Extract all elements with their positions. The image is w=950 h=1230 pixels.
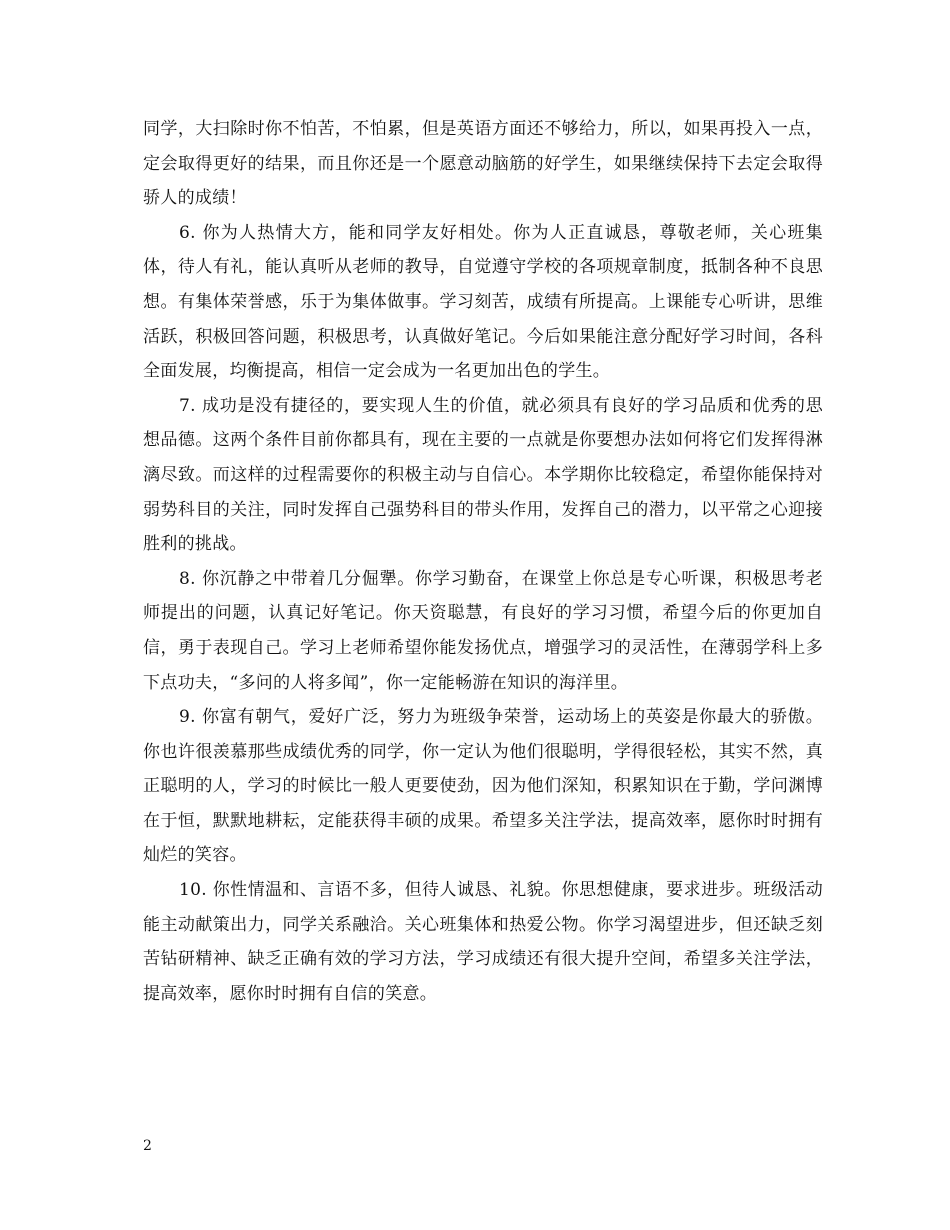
document-body: [143, 112, 823, 1011]
page-number: 2: [143, 1138, 152, 1154]
paragraph-item-8: 8. 你沉静之中带着几分倔犟。你学习勤奋，在课堂上你总是专心听课，积极思考老师提出的问题，认真记好笔记。你天资聪慧，有良好的学习习惯，希望今后的你更加自信，勇于表现自己。学习上老师希望你能发扬优点，增强学习的灵活性，在薄弱学科上多下点功夫，“多问的人将多闻”，你一定能畅游在知识的海洋里。: [143, 568, 823, 693]
paragraph-item-9: 9. 你富有朝气，爱好广泛，努力为班级争荣誉，运动场上的英姿是你最大的骄傲。你也许很羡慕那些成绩优秀的同学，你一定认为他们很聪明，学得很轻松，其实不然，真正聪明的人，学习的时候比一般人更要使劲，因为他们深知，积累知识在于勤，学问渊博在于恒，默默地耕耘，定能获得丰硕的成果。希望多关注学法，提高效率，愿你时时拥有灿烂的笑容。: [143, 707, 823, 866]
paragraph-item-10: 10. 你性情温和、言语不多，但待人诚恳、礼貌。你思想健康，要求进步。班级活动能主动献策出力，同学关系融洽。关心班集体和热爱公物。你学习渴望进步，但还缺乏刻苦钻研精神、缺乏正确有效的学习方法，学习成绩还有很大提升空间，希望多关注学法，提高效率，愿你时时拥有自信的笑意。: [143, 880, 823, 1004]
paragraph-continuation: 同学，大扫除时你不怕苦，不怕累，但是英语方面还不够给力，所以，如果再投入一点，定会取得更好的结果，而且你还是一个愿意动脑筋的好学生，如果继续保持下去定会取得骄人的成绩！: [143, 119, 823, 209]
paragraph-item-7: 7. 成功是没有捷径的，要实现人生的价值，就必须具有良好的学习品质和优秀的思想品德。这两个条件目前你都具有，现在主要的一点就是你要想办法如何将它们发挥得淋漓尽致。而这样的过程需要你的积极主动与自信心。本学期你比较稳定，希望你能保持对弱势科目的关注，同时发挥自己强势科目的带头作用，发挥自己的潜力，以平常之心迎接胜利的挑战。: [143, 395, 823, 555]
paragraph-item-6: 6. 你为人热情大方，能和同学友好相处。你为人正直诚恳，尊敬老师，关心班集体，待人有礼，能认真听从老师的教导，自觉遵守学校的各项规章制度，抵制各种不良思想。有集体荣誉感，乐于为集体做事。学习刻苦，成绩有所提高。上课能专心听讲，思维活跃，积极回答问题，积极思考，认真做好笔记。今后如果能注意分配好学习时间，各科全面发展，均衡提高，相信一定会成为一名更加出色的学生。: [143, 222, 823, 382]
